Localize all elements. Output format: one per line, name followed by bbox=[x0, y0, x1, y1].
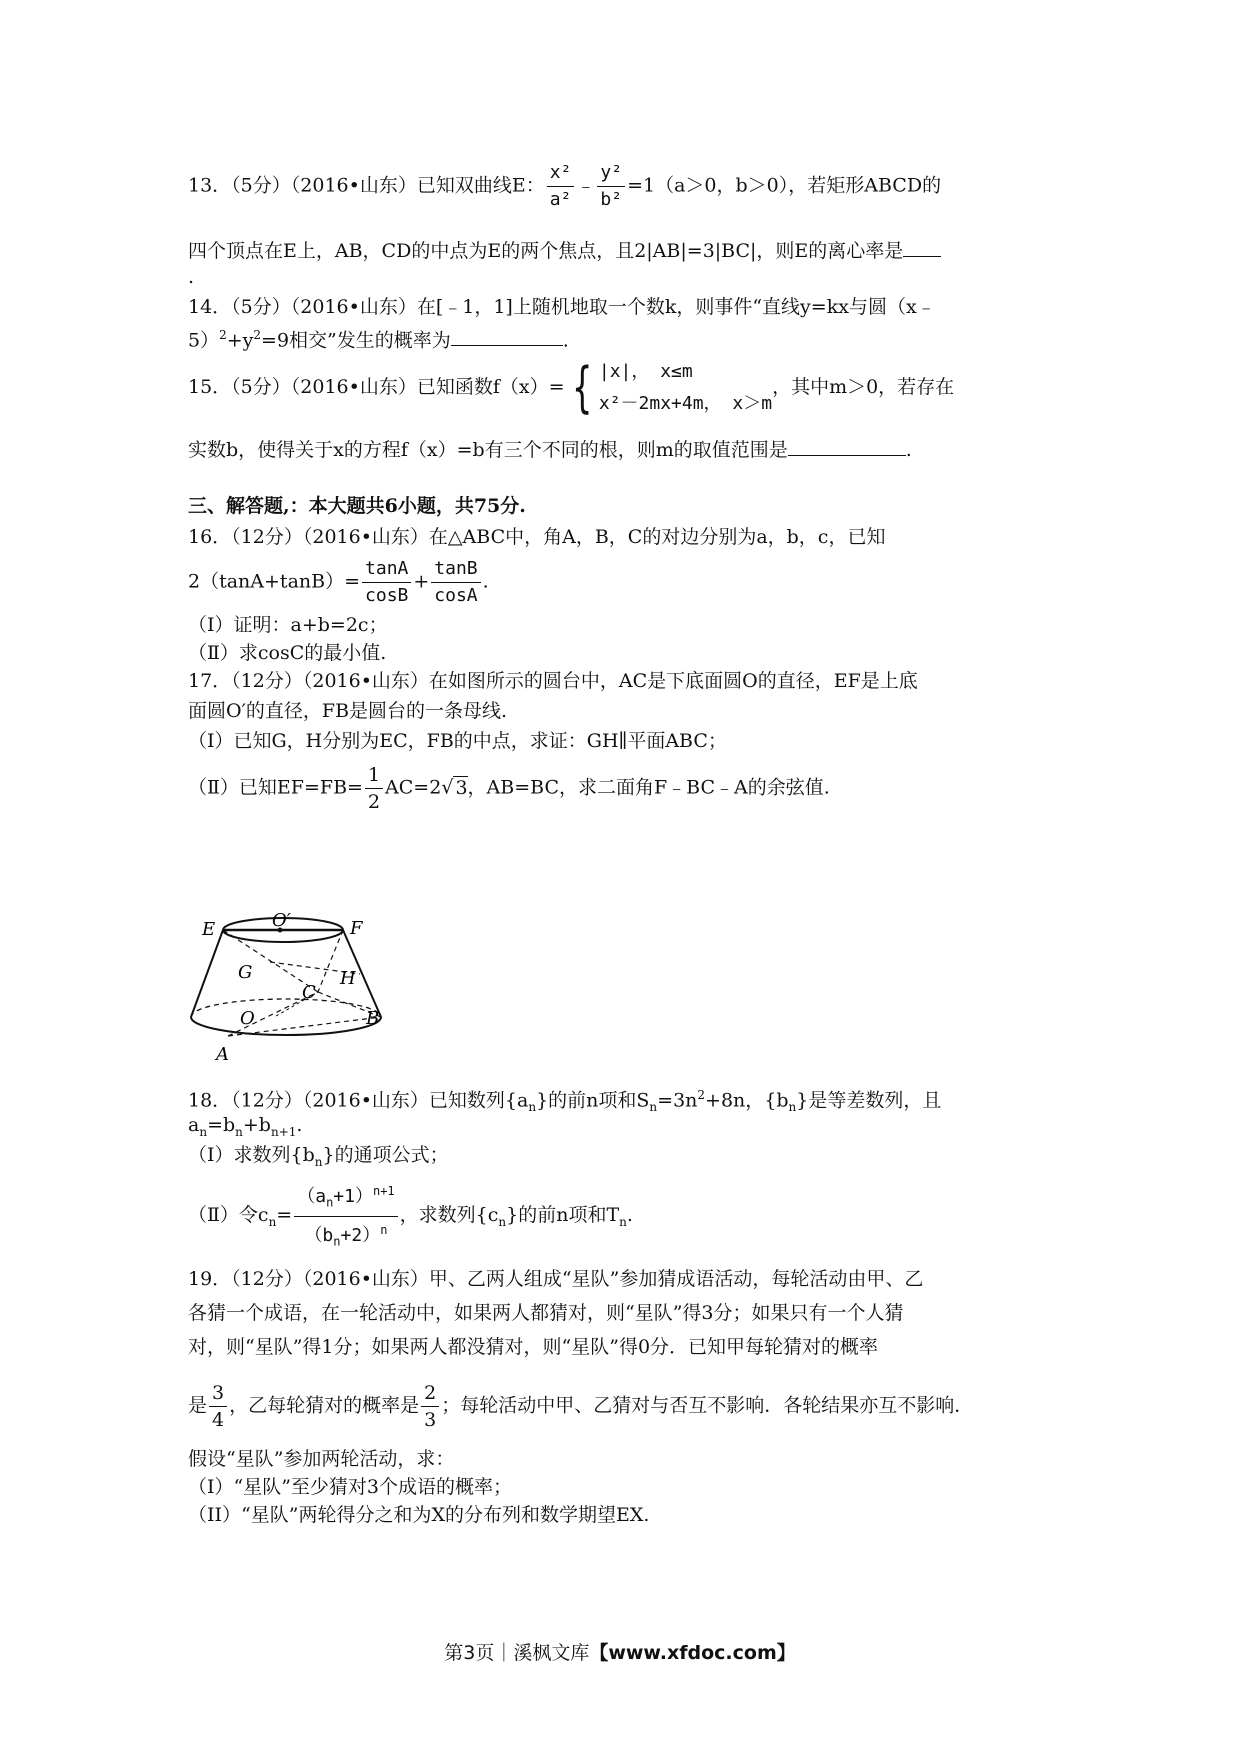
footer-site-link[interactable]: 【www.xfdoc.com】 bbox=[589, 1642, 796, 1664]
answer-blank bbox=[903, 236, 941, 257]
q19-line1: 19．（12分）（2016•山东）甲、乙两人组成“星队”参加猜成语活动，每轮活动由甲、乙 bbox=[188, 1268, 924, 1290]
q13-frac-y2b2: $\frac{\text{y²}}{\text{b²}}$ bbox=[597, 160, 625, 213]
q13-line3: . bbox=[188, 266, 195, 288]
q18-part1: （Ⅰ）求数列$\{b_n\}$的通项公式； bbox=[188, 1144, 449, 1169]
q18-line2: $a_n=b_n+b_{n+1}$. bbox=[188, 1114, 303, 1139]
q18-line1: 18．（12分）（2016•山东）已知数列$\{a_n\}$的前n项和$S_n=3n^2+8n$，$\{b_n\}$是等差数列，且 bbox=[188, 1088, 942, 1115]
q18-part2: （Ⅱ）令$c_n=$ $\frac{(a_n+1)^{n+1}}{(b_n+2)^n}$ ，求数列$\{c_n\}$的前n项和$T_n$. bbox=[188, 1178, 633, 1254]
answer-blank bbox=[788, 435, 906, 456]
q17-frac-half: $\frac{1}{2}$ bbox=[365, 762, 383, 815]
q16-frac2: $\frac{\tan B}{\cos A}$ bbox=[431, 556, 480, 609]
sqrt-icon: √ bbox=[441, 776, 454, 799]
q16-part1: （Ⅰ）证明：a+b=2c； bbox=[188, 614, 388, 636]
answer-blank bbox=[451, 325, 563, 346]
q16-frac1: $\frac{\tan A}{\cos B}$ bbox=[362, 556, 411, 609]
q19-frac-3-4: $\frac{3}{4}$ bbox=[209, 1380, 227, 1433]
q16-line1: 16．（12分）（2016•山东）在△ABC中，角A，B，C的对边分别为a，b，c，已知 bbox=[188, 526, 886, 548]
q16-part2: （Ⅱ）求cosC的最小值. bbox=[188, 642, 387, 664]
section-heading: 三、解答题,：本大题共6小题，共75分. bbox=[188, 495, 526, 517]
q13-frac-x2a2: $\frac{\text{x²}}{\text{a²}}$ bbox=[547, 160, 575, 213]
q14-line1: 14．（5分）（2016•山东）在[﹣1，1]上随机地取一个数k，则事件“直线y=kx与圆（x﹣ bbox=[188, 296, 936, 318]
q19-line5: 假设“星队”参加两轮活动，求： bbox=[188, 1448, 455, 1470]
q13-line1: 13．（5分）（2016•山东）已知双曲线E： $\frac{\text{x²}}{\text{a²}}$ ﹣ $\frac{\text{y²}}{\text{b²}}$ =1（a＞0，b＞0），若矩形ABCD的 bbox=[188, 160, 941, 213]
q19-line4: 是 $\frac{3}{4}$ ，乙每轮猜对的概率是 $\frac{2}{3}$ ；每轮活动中甲、乙猜对与否互不影响．各轮结果亦互不影响． bbox=[188, 1382, 974, 1431]
q19-frac-2-3: $\frac{2}{3}$ bbox=[421, 1380, 439, 1433]
q14-line2: $5)^2+y^2=9$相交”发生的概率为 . bbox=[188, 322, 569, 353]
label-A: A bbox=[216, 1044, 229, 1065]
q17-part2: （Ⅱ）已知EF=FB= $\frac{1}{2}$ AC=2√ 3，AB=BC，求二面角F﹣BC﹣A的余弦值. bbox=[188, 764, 830, 813]
q15-piecewise: |x|， x≤m x²－2mx+4m， x＞m bbox=[598, 361, 773, 414]
label-C: C bbox=[302, 982, 316, 1003]
q19-part2: （II）“星队”两轮得分之和为X的分布列和数学期望EX. bbox=[188, 1504, 650, 1526]
q16-line2: 2（tanA+tanB）= $\frac{\tan A}{\cos B}$ + $\frac{\tan B}{\cos A}$ . bbox=[188, 556, 489, 609]
label-O-prime: O′ bbox=[272, 912, 291, 931]
q15-line1: 15．（5分）（2016•山东）已知函数f（x）= { |x|， x≤m x²－2mx+4m， x＞m ，其中m＞0，若存在 bbox=[188, 356, 955, 419]
left-brace-icon: { bbox=[571, 356, 592, 419]
q17-part1: （I）已知G，H分别为EC，FB的中点，求证：GH∥平面ABC； bbox=[188, 730, 727, 752]
q19-line3: 对，则“星队”得1分；如果两人都没猜对，则“星队”得0分．已知甲每轮猜对的概率 bbox=[188, 1336, 879, 1358]
page-footer: 第3页｜溪枫文库【www.xfdoc.com】 bbox=[444, 1642, 796, 1664]
q13-line2: 四个顶点在E上，AB，CD的中点为E的两个焦点，且2|AB|=3|BC|，则E的离心率是 bbox=[188, 236, 941, 264]
label-O: O bbox=[240, 1008, 255, 1029]
q18-frac-cn: $\frac{(a_n+1)^{n+1}}{(b_n+2)^n}$ bbox=[294, 1178, 397, 1254]
label-G: G bbox=[238, 962, 253, 983]
frustum-figure bbox=[188, 912, 428, 1070]
q19-line2: 各猜一个成语，在一轮活动中，如果两人都猜对，则“星队”得3分；如果只有一个人猜 bbox=[188, 1302, 904, 1324]
label-H: H bbox=[340, 968, 356, 989]
label-E: E bbox=[202, 919, 216, 940]
q19-part1: （I）“星队”至少猜对3个成语的概率； bbox=[188, 1476, 513, 1498]
bottom-ellipse-front bbox=[191, 1017, 381, 1035]
label-B: B bbox=[366, 1008, 380, 1029]
q17-line2: 面圆O′的直径，FB是圆台的一条母线. bbox=[188, 700, 508, 722]
q17-line1: 17．（12分）（2016•山东）在如图所示的圆台中，AC是下底面圆O的直径，EF是上底 bbox=[188, 670, 918, 692]
label-F: F bbox=[350, 918, 363, 939]
q15-line2: 实数b，使得关于x的方程f（x）=b有三个不同的根，则m的取值范围是 . bbox=[188, 435, 912, 463]
